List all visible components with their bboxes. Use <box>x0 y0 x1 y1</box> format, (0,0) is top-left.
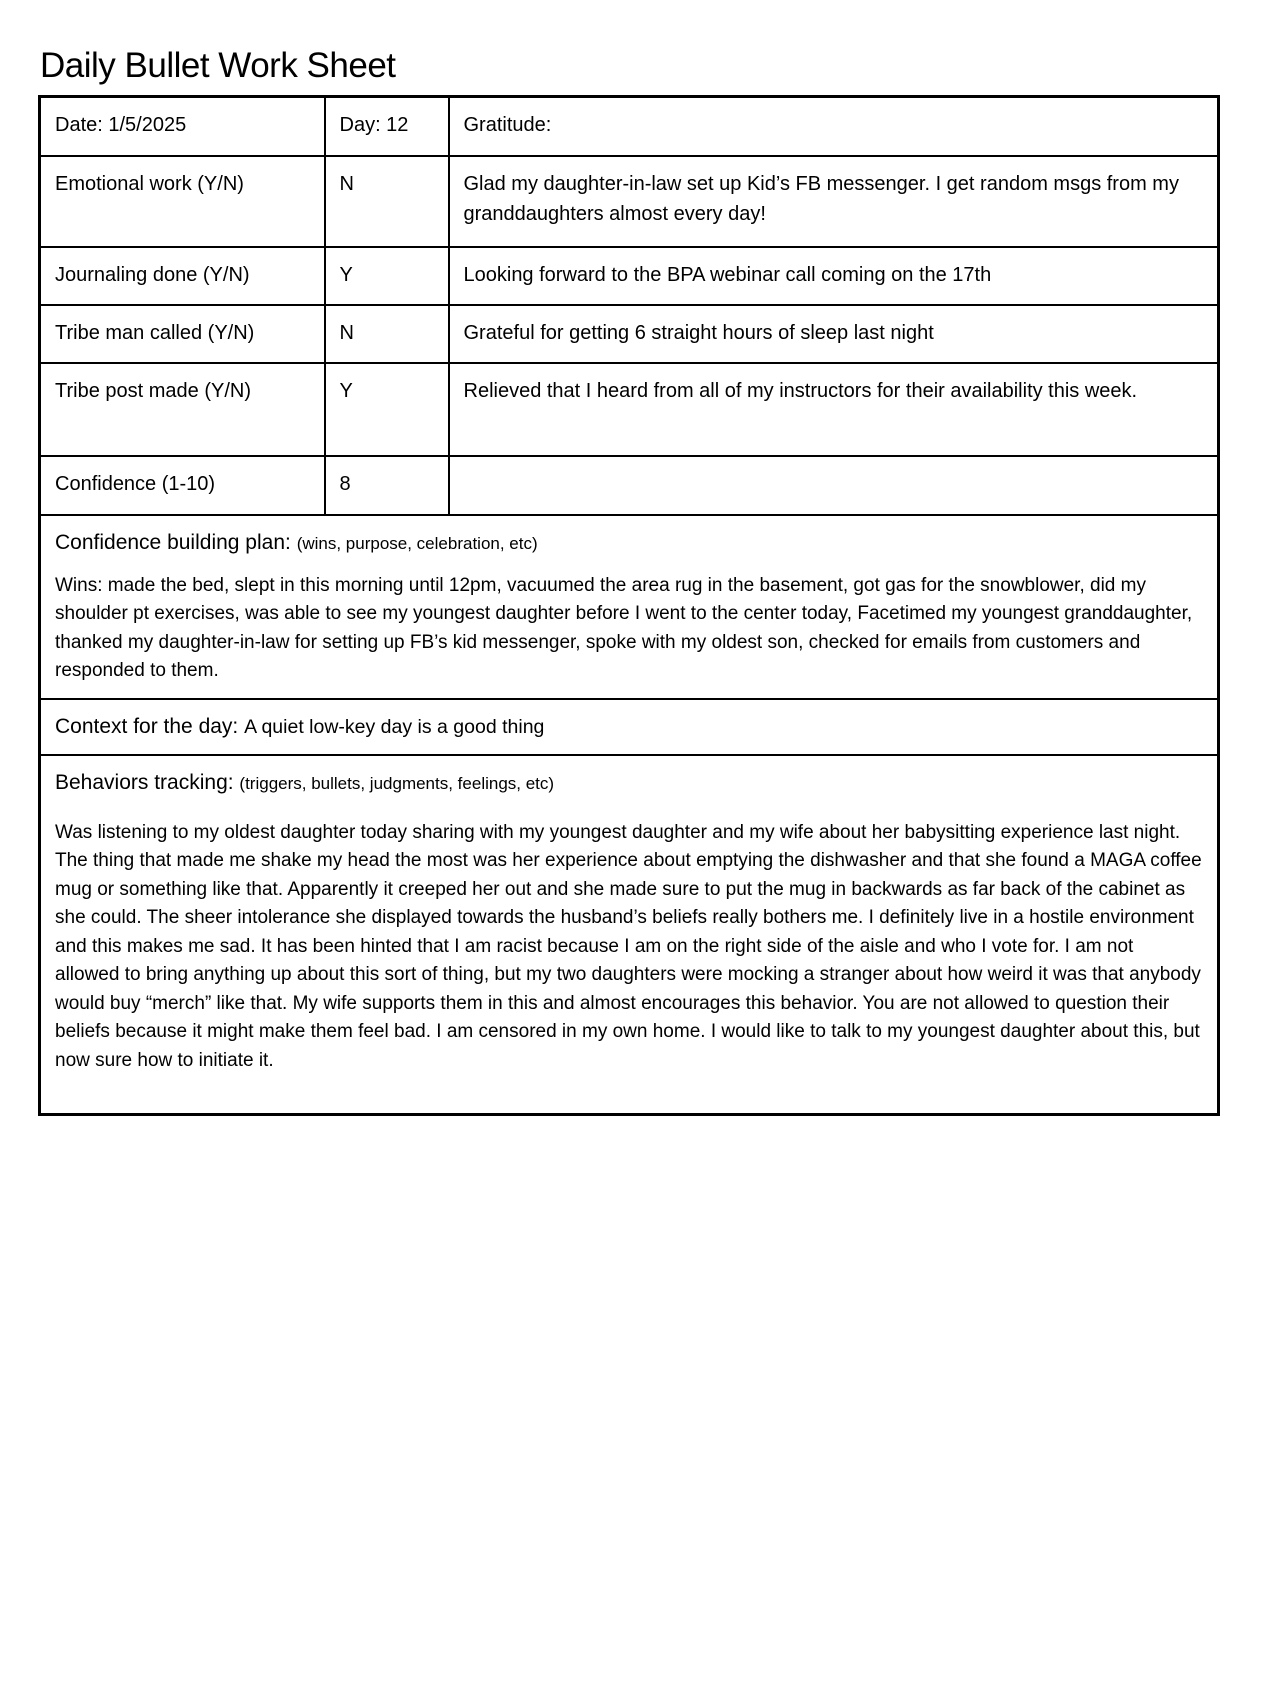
confidence-plan-cell <box>40 515 1219 699</box>
worksheet-table <box>38 95 1220 1116</box>
confidence-plan-body: Wins: made the bed, slept in this morning until 12pm, vacuumed the area rug in the basement, got gas for the snowblower, did my shoulder pt exercises, was able to see my youngest daughter before I went to the center today, Facetimed my youngest granddaughter, thanked my daughter-in-law for setting up FB’s kid messenger, spoke with my oldest son, checked for emails from customers and responded to them. <box>55 574 1193 682</box>
tracking-label-cell: Confidence (1-10) <box>40 456 325 515</box>
tracking-gratitude-cell: Grateful for getting 6 straight hours of sleep last night <box>449 305 1219 363</box>
tracking-value-cell: Y <box>325 363 449 456</box>
tracking-row-tribe-post-made <box>40 363 1219 456</box>
tracking-row-tribe-man-called <box>40 305 1219 363</box>
day-cell: Day: 12 <box>325 97 449 156</box>
tracking-label-cell: Tribe post made (Y/N) <box>40 363 325 456</box>
context-cell <box>40 699 1219 755</box>
behaviors-note: (triggers, bullets, judgments, feelings, etc) <box>239 773 555 793</box>
context-section <box>40 699 1219 755</box>
tracking-row-confidence <box>40 456 1219 515</box>
tracking-value-cell: Y <box>325 247 449 305</box>
tracking-value-cell: 8 <box>325 456 449 515</box>
behaviors-cell <box>40 755 1219 1115</box>
tracking-label-cell: Tribe man called (Y/N) <box>40 305 325 363</box>
behaviors-heading: Behaviors tracking: <box>55 770 240 794</box>
confidence-plan-note: (wins, purpose, celebration, etc) <box>296 533 538 553</box>
confidence-plan-heading: Confidence building plan: <box>55 530 297 554</box>
confidence-plan-section <box>40 515 1219 699</box>
header-row <box>40 97 1219 156</box>
behaviors-section <box>40 755 1219 1115</box>
page-title: Daily Bullet Work Sheet <box>40 46 396 85</box>
tracking-gratitude-cell: Looking forward to the BPA webinar call coming on the 17th <box>449 247 1219 305</box>
tracking-gratitude-cell <box>449 456 1219 515</box>
context-heading: Context for the day: <box>55 714 245 738</box>
context-body: A quiet low-key day is a good thing <box>244 715 545 738</box>
tracking-row-emotional-work <box>40 156 1219 247</box>
tracking-gratitude-cell: Relieved that I heard from all of my instructors for their availability this week. <box>449 363 1219 456</box>
date-cell: Date: 1/5/2025 <box>40 97 325 156</box>
tracking-value-cell: N <box>325 156 449 247</box>
tracking-label-cell: Emotional work (Y/N) <box>40 156 325 247</box>
tracking-gratitude-cell: Glad my daughter-in-law set up Kid’s FB messenger. I get random msgs from my granddaughters almost every day! <box>449 156 1219 247</box>
tracking-value-cell: N <box>325 305 449 363</box>
worksheet-page <box>0 46 1275 1696</box>
behaviors-body: Was listening to my oldest daughter today sharing with my youngest daughter and my wife about her babysitting experience last night. The thing that made me shake my head the most was her experience about emptying the dishwasher and that she found a MAGA coffee mug or something like that. Apparently it creeped her out and she made sure to put the mug in backwards as far back of the cabinet as she could. The sheer intolerance she displayed towards the husband’s beliefs really bothers me. I definitely live in a hostile environment and this makes me sad. It has been hinted that I am racist because I am on the right side of the aisle and who I vote for. I am not allowed to bring anything up about this sort of thing, but my two daughters were mocking a stranger about how weird it was that anybody would buy “merch” like that. My wife supports them in this and almost encourages this behavior. You are not allowed to question their beliefs because it might make them feel bad. I am censored in my own home. I would like to talk to my youngest daughter about this, but now sure how to initiate it. <box>55 821 1202 1071</box>
tracking-label-cell: Journaling done (Y/N) <box>40 247 325 305</box>
tracking-row-journaling-done <box>40 247 1219 305</box>
gratitude-header-cell: Gratitude: <box>449 97 1219 156</box>
